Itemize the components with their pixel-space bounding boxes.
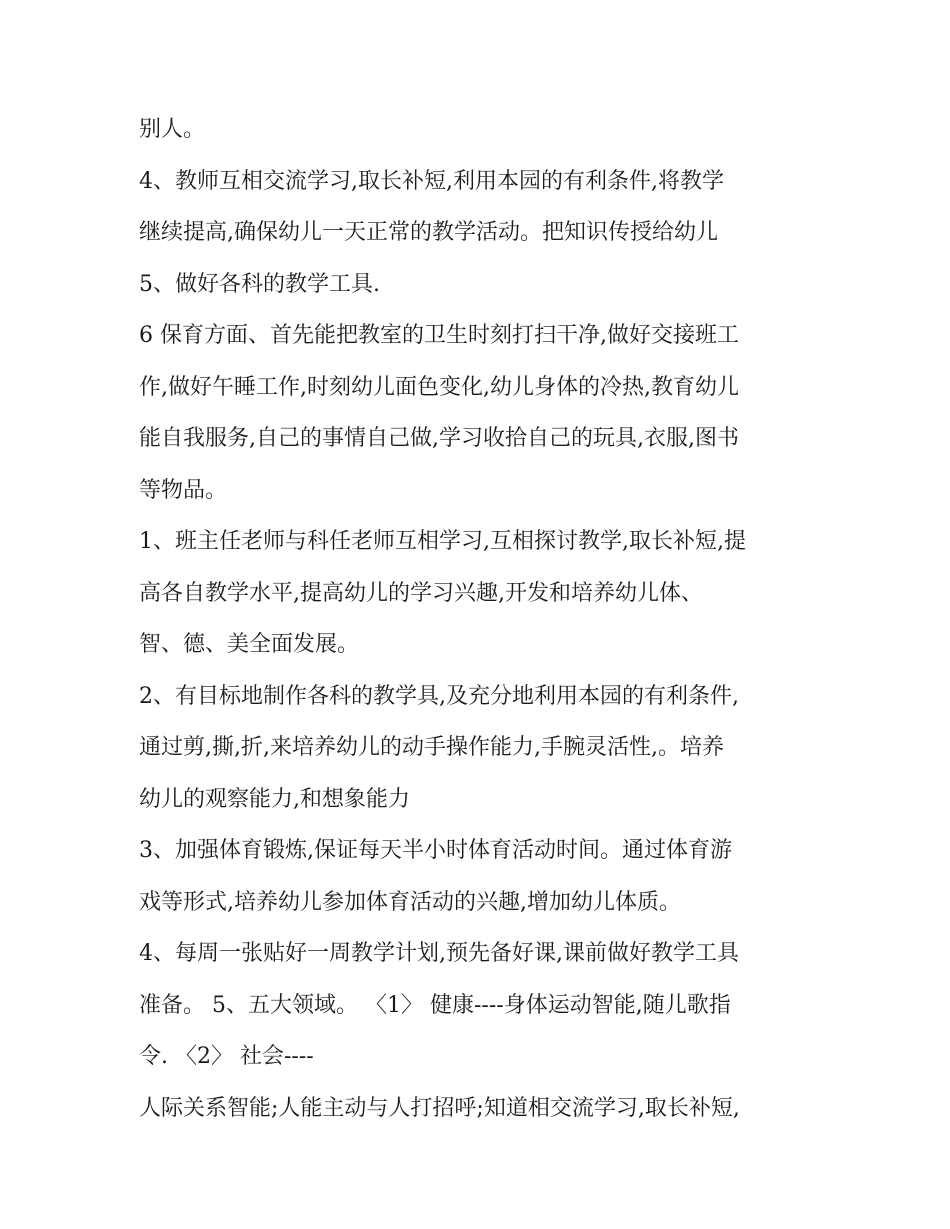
text-line: 3、加强体育锻炼,保证每天半小时体育活动时间。通过体育游	[139, 838, 732, 863]
text-line: 作,做好午睡工作,时刻幼儿面色变化,幼儿身体的冷热,教育幼儿	[139, 374, 739, 400]
text-line: 能自我服务,自己的事情自己做,学习收拾自己的玩具,衣服,图书	[139, 426, 739, 451]
text-line: 智、德、美全面发展。	[139, 632, 360, 657]
text-line: 戏等形式,培养幼儿参加体育活动的兴趣,增加幼儿体质。	[139, 889, 681, 915]
text-line: 高各自教学水平,提高幼儿的学习兴趣,开发和培养幼儿体、	[139, 580, 703, 606]
text-line: 1、班主任老师与科任老师互相学习,互相探讨教学,取长补短,提	[139, 529, 746, 554]
text-line: 别人。	[139, 117, 206, 142]
text-line: 令. 〈2〉 社会----	[139, 1044, 314, 1069]
text-line: 准备。 5、五大领域。 〈1〉 健康----身体运动智能,随儿歌指	[139, 992, 731, 1018]
text-line: 2、有目标地制作各科的教学具,及充分地利用本园的有利条件,	[139, 683, 739, 709]
text-line: 6 保育方面、首先能把教室的卫生时刻打扫干净,做好交接班工	[139, 323, 739, 348]
text-line: 5、做好各科的教学工具.	[139, 271, 380, 297]
text-line: 4、每周一张贴好一周教学计划,预先备好课,课前做好教学工具	[139, 941, 739, 966]
text-line: 继续提高,确保幼儿一天正常的教学活动。把知识传授给幼儿	[139, 220, 718, 245]
text-line: 人际关系智能;人能主动与人打招呼;知道相交流学习,取长补短,	[139, 1095, 740, 1121]
text-line: 等物品。	[139, 477, 228, 503]
text-line: 通过剪,撕,折,来培养幼儿的动手操作能力,手腕灵活性,。培养	[139, 735, 724, 760]
document-body	[139, 104, 819, 1134]
text-line: 4、教师互相交流学习,取长补短,利用本园的有利条件,将教学	[139, 168, 724, 194]
text-line: 幼儿的观察能力,和想象能力	[139, 786, 410, 812]
